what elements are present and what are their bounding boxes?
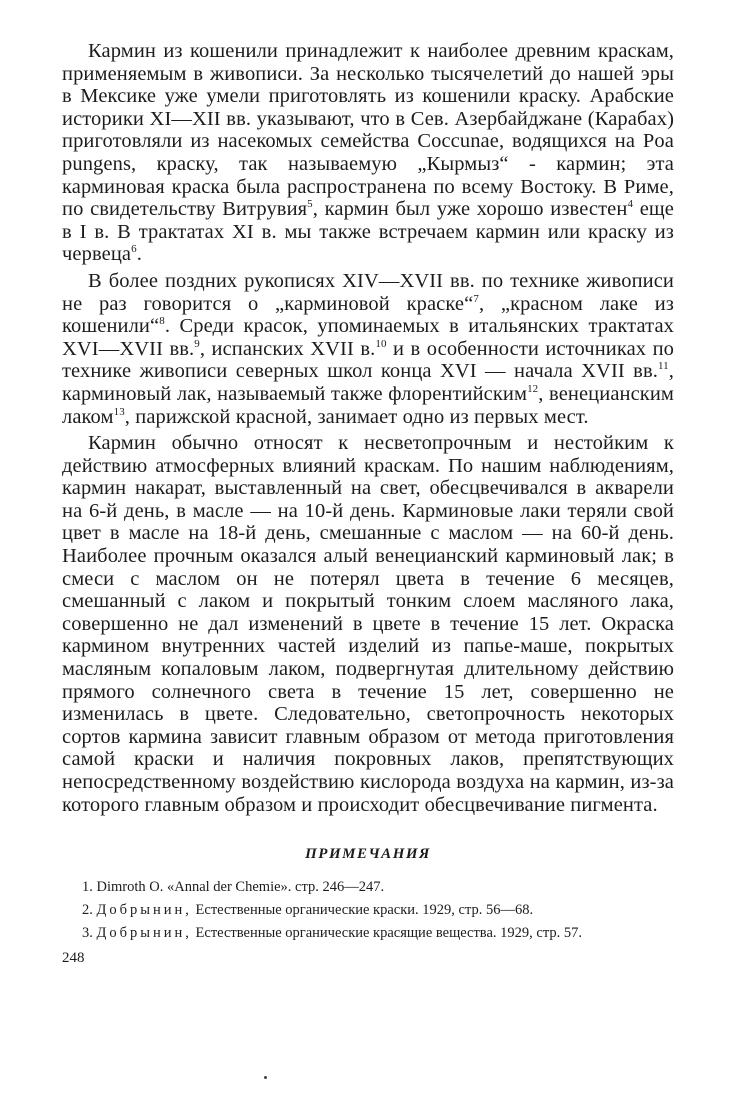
paragraph-text: , кармин был уже хорошо известен [312,198,628,221]
footnote-marker: 7 [473,292,479,305]
footnote-marker: 13 [113,405,125,418]
paragraph-text: еще в I в. В трактатах XI в. мы также встречаем кармин или краску из червеца [62,198,674,266]
paragraph-text: , венецианским лаком [62,382,674,428]
paragraph-text: . Среди красок, упоминаемых в итальянских трактатах XVI—XVII вв. [62,315,674,360]
note-number: 3. [82,925,93,942]
notes-heading: ПРИМЕЧАНИЯ [305,846,431,863]
note-author: Добрынин, [96,925,192,942]
paragraph-text: , испанских XVII в. [199,337,376,360]
note-text: Естественные органические краски. 1929, стр. 56—68. [195,902,534,919]
paragraph-text: . [136,243,142,266]
page-number: 248 [62,950,85,967]
footnote-marker: 5 [307,198,313,211]
paragraph-late-manuscripts [62,270,674,428]
document-page [62,40,674,967]
paragraph-text: , карминовый лак, называемый также флорентийским [62,360,674,405]
footnote-marker: 6 [131,243,137,256]
paragraph-text: , парижской красной, занимает одно из первых мест. [124,405,589,428]
footnote-marker: 9 [194,337,200,350]
note-item [62,879,674,896]
note-number: 1. [82,879,93,896]
paragraph-carmine-history [62,40,674,266]
paragraph-text: Кармин обычно относят к несветопрочным и нестойким к действию атмосферных влияний краскам. По нашим наблюдениям, кармин накарат, выставленный на свет, обесцвечивался в акварели на 6-й день, в масле — на 10-й день. Карминовые лаки теряли свой цвет в масле на 18-й день, смешанные с маслом — на 60-й день. Наиболее прочным оказался алый венецианский карминовый лак; в смеси с маслом он не потерял цвета в течение 6 месяцев, смешанный с лаком и покрытый тонким слоем масляного лака, совершенно не дал изменений в цвете в течение 15 лет. Окраска кармином внутренних частей изделий из папье-маше, покрытых масляным копаловым лаком, подвергнутая длительному действию прямого солнечного света в течение 15 лет, совершенно не изменилась в цвете. Следовательно, светопрочность некоторых сортов кармина зависит главным образом от метода приготовления самой краски и наличия покровных лаков, препятствующих непосредственному воздействию кислорода воздуха на кармин, из-за которого главным образом и происходит обесцвечивание пигмента. [62,432,674,816]
note-text: Естественные органические красящие вещества. 1929, стр. 57. [195,925,582,942]
footnote-marker: 11 [657,360,669,373]
note-number: 2. [82,902,93,919]
notes-list [62,879,674,942]
footnote-marker: 8 [159,315,165,328]
paragraph-lightfastness [62,432,674,816]
footnote-marker: 12 [527,382,539,395]
note-item [62,925,674,942]
footnote-marker: 10 [375,337,387,350]
note-text: Dimroth O. «Annal der Chemie». стр. 246—247. [96,879,385,896]
paragraph-text: и в особенности источниках по технике живописи северных школ конца XVI — начала XVII вв. [62,337,675,383]
print-speck [264,1076,267,1079]
paragraph-text: , „красном лаке из кошенили“ [62,292,674,338]
note-author: Добрынин, [96,902,192,919]
note-item [62,902,674,919]
footnote-marker: 4 [627,198,634,211]
paragraph-text: В более поздних рукописях XIV—XVII вв. по технике живописи не раз говорится о „карминовой краске“ [62,269,674,315]
paragraph-text: Кармин из кошенили принадлежит к наиболее древним краскам, применяемым в живописи. За несколько тысячелетий до нашей эры в Мексике уже умели приготовлять из кошенили краску. Арабские историки XI—XII вв. указывают, что в Сев. Азербайджане (Карабах) приготовляли из насекомых семейства Coccunae, водящихся на Poa pungens, краску, так называемую „Кырмыз“ - кармин; эта карминовая краска была распространена по всему Востоку. В Риме, по свидетельству Витрувия [62,40,674,221]
